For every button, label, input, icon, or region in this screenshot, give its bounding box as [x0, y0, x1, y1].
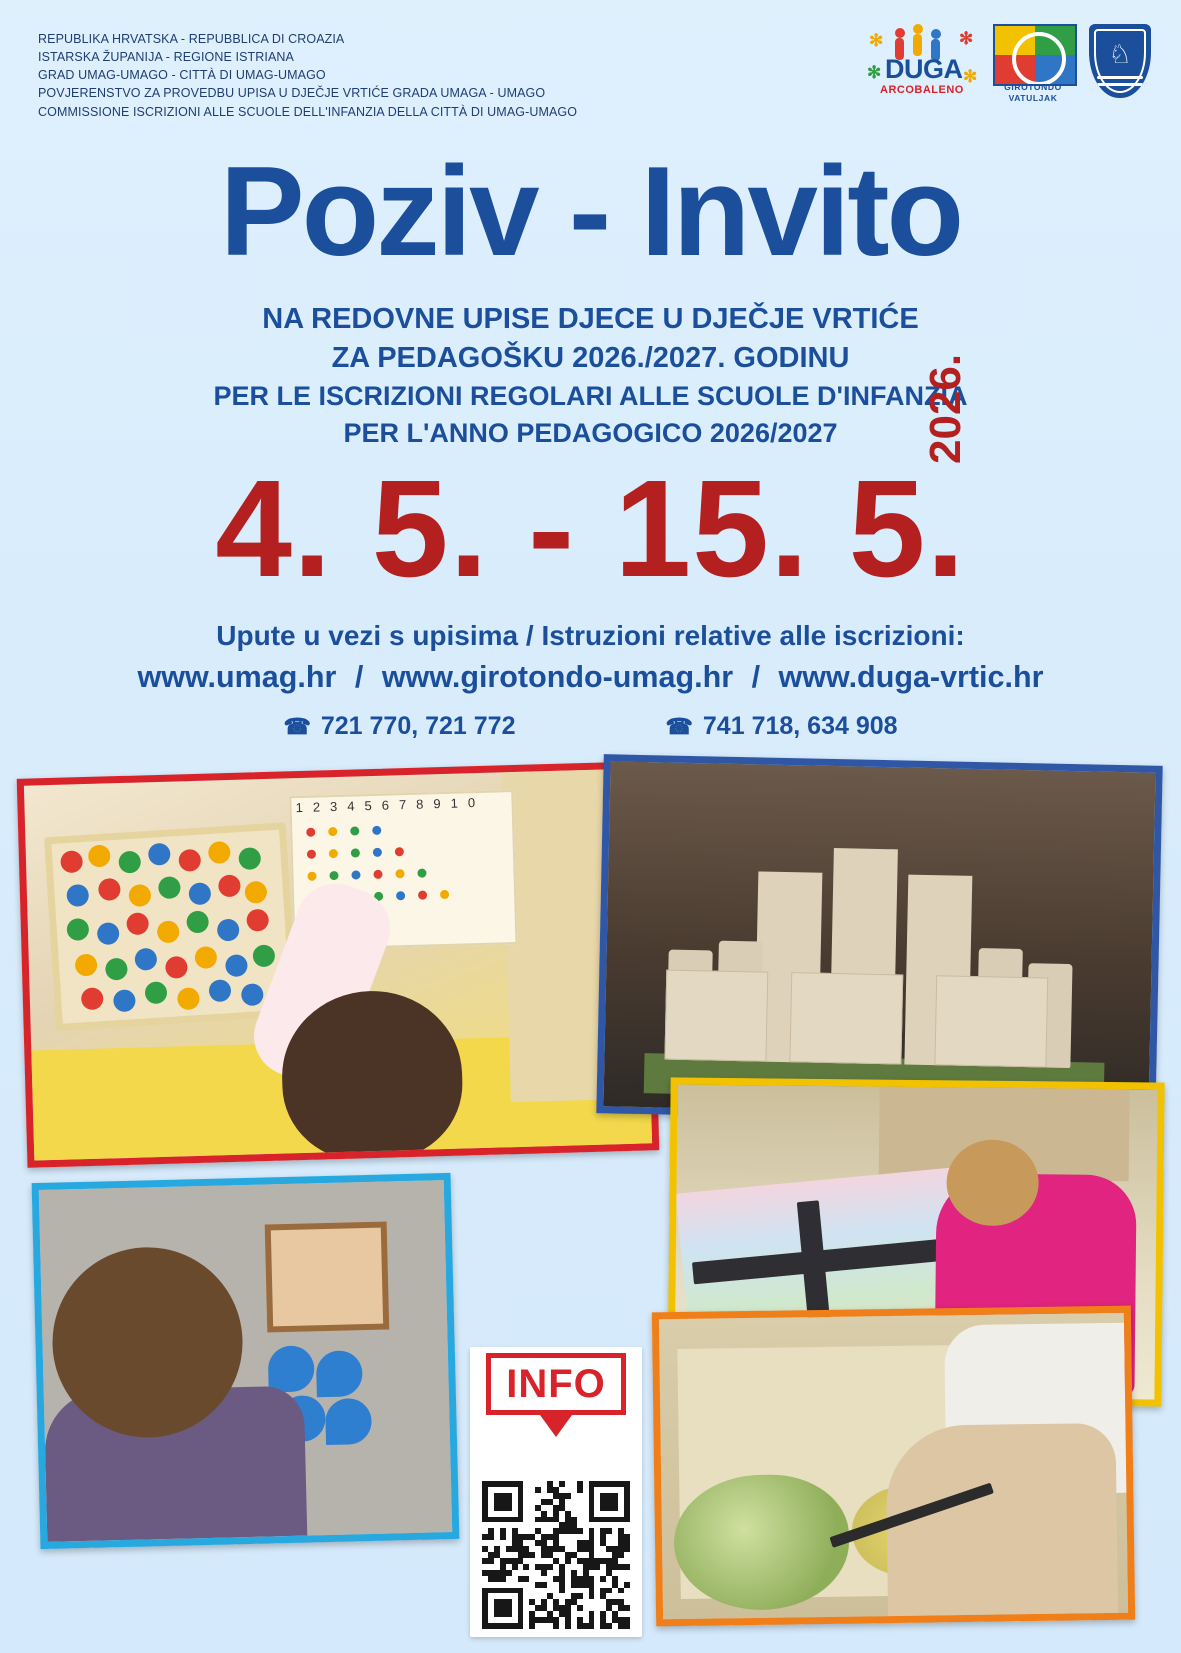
- website-line: [0, 660, 1181, 695]
- duga-logo: [867, 24, 977, 102]
- subtitle-hr-2: ZA PEDAGOŠKU 2026./2027. GODINU: [331, 342, 850, 375]
- girotondo-logo: [993, 24, 1073, 102]
- duga-wordmark: DUGA: [885, 54, 963, 84]
- girotondo-line1: GIROTONDO: [1004, 82, 1062, 92]
- phone-entry-duga[interactable]: [666, 712, 898, 741]
- header-line-5: COMMISSIONE ISCRIZIONI ALLE SCUOLE DELL'INFANZIA DELLA CITTÀ DI UMAG-UMAGO: [38, 104, 578, 119]
- photo-craft: [32, 1173, 460, 1549]
- castle-wall: [934, 975, 1048, 1067]
- figure-body-icon: [913, 34, 922, 56]
- wave-icon: [1097, 83, 1143, 86]
- phone-icon: ☎: [665, 713, 693, 739]
- info-label: INFO: [506, 1361, 606, 1406]
- header-line-4: POVJERENSTVO ZA PROVEDBU UPISA U DJEČJE VRTIĆE GRADA UMAGA - UMAGO: [38, 86, 546, 101]
- figure-head-icon: [913, 24, 923, 34]
- subtitle-hr-1: NA REDOVNE UPISE DJECE U DJEČJE VRTIĆE: [262, 303, 919, 335]
- institution-header: [38, 30, 577, 121]
- sparkle-icon: ✻: [959, 29, 974, 48]
- qr-code-icon[interactable]: [482, 1481, 630, 1629]
- sparkle-icon: ✻: [963, 67, 978, 86]
- lion-icon: ♘: [1108, 38, 1132, 69]
- date-range-text: 4. 5. - 15. 5.: [215, 452, 966, 606]
- instructions-line: Upute u vezi s upisima / Istruzioni relative alle iscrizioni:: [216, 620, 965, 651]
- photo-castle: [596, 754, 1162, 1125]
- phone-number-2: 741 718, 634 908: [702, 712, 898, 740]
- photo-beads: [17, 761, 660, 1167]
- board-numbers: 12345678910: [295, 794, 486, 816]
- castle-wall: [789, 972, 903, 1064]
- header-line-3: GRAD UMAG-UMAGO - CITTÀ DI UMAG-UMAGO: [38, 68, 326, 83]
- city-crest-logo: [1089, 24, 1151, 102]
- phone-group: [0, 712, 1181, 741]
- date-year: 2026.: [920, 353, 970, 464]
- circle-icon: [1012, 32, 1066, 86]
- page-title: Poziv - Invito: [219, 140, 962, 282]
- figure-head-icon: [931, 29, 941, 39]
- sparkle-icon: ✻: [867, 63, 882, 82]
- info-card: [470, 1347, 642, 1637]
- pointer-icon: [540, 1415, 572, 1437]
- subtitle-block: [0, 300, 1181, 451]
- phone-entry-girotondo[interactable]: [283, 712, 515, 741]
- header-line-2: ISTARSKA ŽUPANIJA - REGIONE ISTRIANA: [38, 50, 294, 65]
- bead-tray: [44, 822, 298, 1031]
- child-head: [946, 1139, 1039, 1226]
- website-link-umag[interactable]: www.umag.hr: [137, 660, 337, 694]
- sparkle-icon: ✻: [869, 31, 884, 50]
- duga-subtitle: ARCOBALENO: [880, 84, 964, 96]
- castle-wall: [664, 970, 768, 1062]
- logo-group: [867, 24, 1151, 102]
- figure-head-icon: [895, 28, 905, 38]
- wave-icon: [1097, 76, 1143, 79]
- child-hand: [885, 1423, 1118, 1616]
- girotondo-line2: VATULJAK: [1008, 92, 1058, 103]
- phone-number-1: 721 770, 721 772: [320, 712, 516, 740]
- photo-draw: [652, 1306, 1135, 1627]
- shield-icon: [1089, 24, 1151, 98]
- girotondo-emblem: [993, 24, 1077, 86]
- separator-2: /: [751, 660, 761, 694]
- subtitle-it-1: PER LE ISCRIZIONI REGOLARI ALLE SCUOLE D'INFANZIA: [213, 381, 968, 412]
- subtitle-it-2: PER L'ANNO PEDAGOGICO 2026/2027: [343, 417, 838, 448]
- website-link-duga[interactable]: www.duga-vrtic.hr: [778, 660, 1044, 694]
- header-line-1: REPUBLIKA HRVATSKA - REPUBBLICA DI CROAZIA: [38, 32, 345, 46]
- website-link-girotondo[interactable]: www.girotondo-umag.hr: [381, 660, 734, 694]
- girotondo-label: [993, 82, 1073, 103]
- info-badge: [486, 1353, 626, 1415]
- separator-1: /: [354, 660, 364, 694]
- phone-icon: ☎: [283, 713, 311, 739]
- window-icon: [265, 1222, 390, 1333]
